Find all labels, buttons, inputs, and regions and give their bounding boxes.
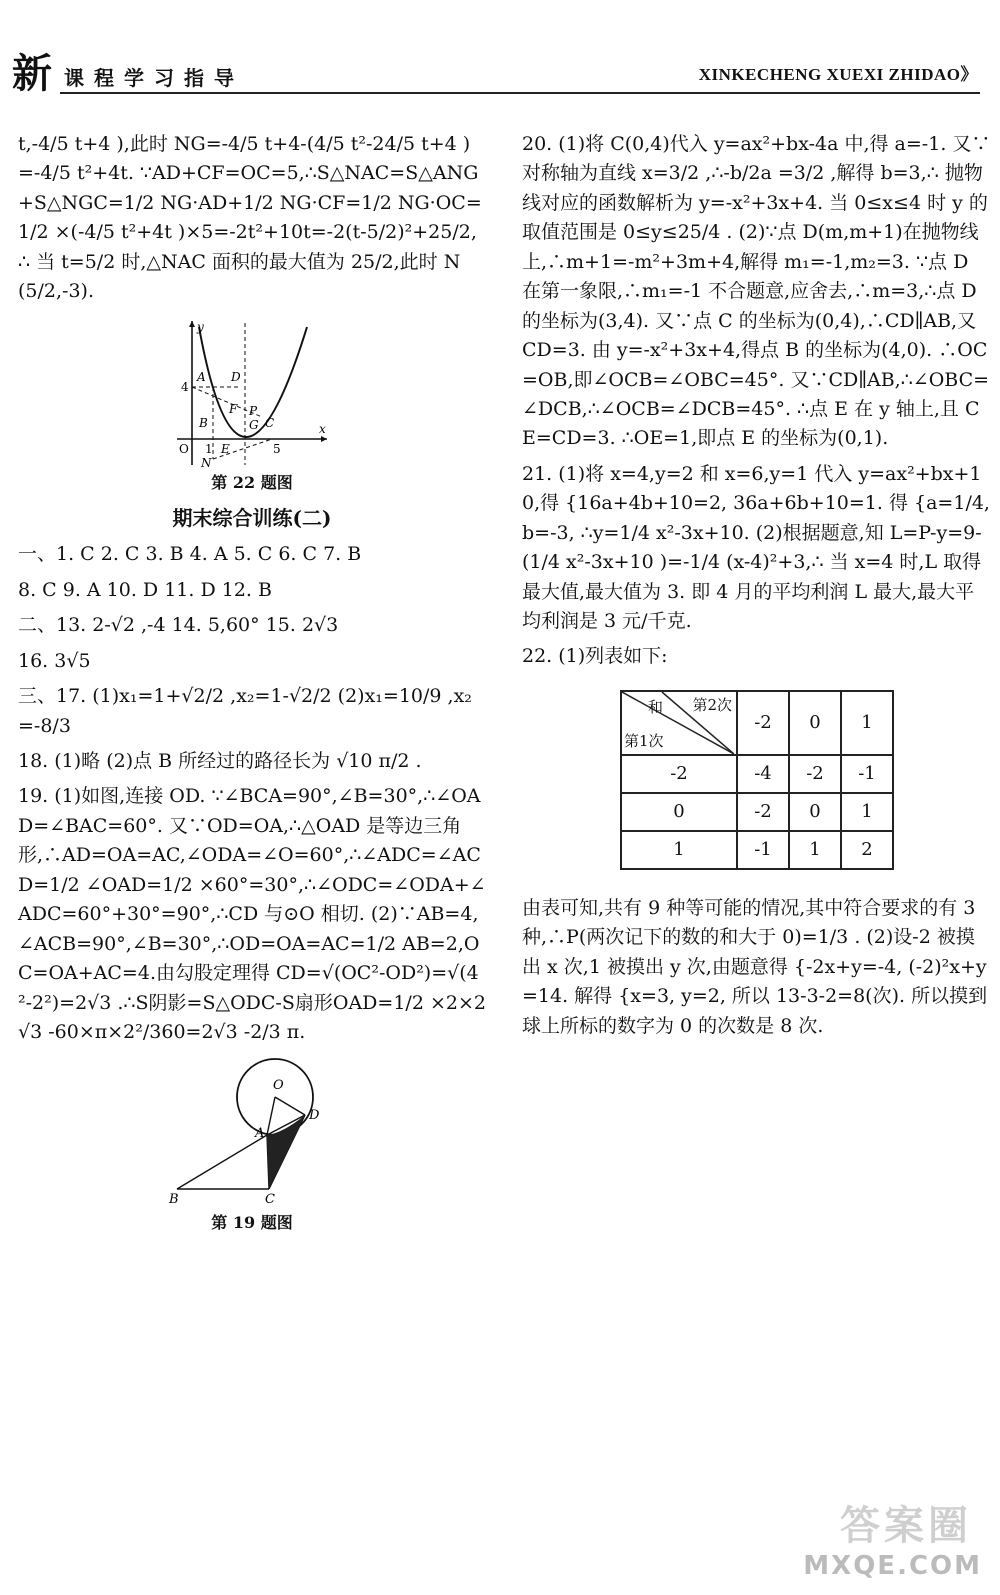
table-cell: -2 xyxy=(789,755,841,793)
fig22-label-e: E xyxy=(221,441,230,456)
table-row xyxy=(621,831,893,869)
fig22-label-5: 5 xyxy=(273,441,281,456)
table-cell: 2 xyxy=(841,831,893,869)
fig19-label-d: D xyxy=(309,1108,320,1124)
figure-22-caption: 第 22 题图 xyxy=(211,472,293,492)
page-header xyxy=(0,0,1000,110)
fig19-label-b: B xyxy=(169,1192,179,1208)
table-col-header: -2 xyxy=(737,691,789,755)
fig19-label-a: A xyxy=(255,1126,265,1142)
fig22-label-x: x xyxy=(319,421,326,436)
header-rule xyxy=(60,92,980,94)
fig22-label-f: F xyxy=(229,401,238,416)
table-cell: 1 xyxy=(841,793,893,831)
q22-rest-text: 由表可知,共有 9 种等可能的情况,其中符合要求的有 3 种,∴P(两次记下的数的和大于 0)=1/3 . (2)设-2 被摸出 x 次,1 被摸出 y 次,由题意得 {-2x+y=-4, (-2)²x+y=14. 解得 {x=3, y=2, 所以 13-3-2=8(次). 所以摸到球上所标的数字为 0 的次数是 8 次. xyxy=(522,896,988,1037)
fig19-label-c: C xyxy=(265,1192,275,1208)
table-corner-cell xyxy=(621,691,737,755)
table-col-header: 1 xyxy=(841,691,893,755)
table-cell: 0 xyxy=(789,793,841,831)
table-row-header: -2 xyxy=(621,755,737,793)
figure-19-diagram xyxy=(167,1057,337,1207)
fig22-label-g: G xyxy=(249,417,259,432)
fig22-label-a: A xyxy=(197,369,206,384)
table-corner-second: 第2次 xyxy=(692,695,732,714)
table-corner-first: 第1次 xyxy=(624,731,664,750)
figure-22-graph xyxy=(167,317,337,467)
header-logo: 新 xyxy=(12,50,52,97)
section-title: 期末综合训练(二) xyxy=(172,506,332,531)
fig19-label-o: O xyxy=(273,1078,284,1094)
table-cell: -1 xyxy=(737,831,789,869)
q19-solution-text: 19. (1)如图,连接 OD. ∵∠BCA=90°,∠B=30°,∴∠OAD=∠BAC=60°. 又∵OD=OA,∴△OAD 是等边三角形,∴AD=OA=AC,∠ODA=∠O=60°,∴∠ADC=∠ACD=1/2 ∠OAD=1/2 ×60°=30°,∴∠ODC=∠ODA+∠ADC=60°+30°=90°,∴CD 与⊙O 相切. (2)∵AB=4,∠ACB=90°,∠B=30°,∴OD=OA=AC=1/2 AB=2,OC=OA+AC=4.由勾股定理得 CD=√(OC²-OD²)=√(4²-2²)=2√3 .∴S阴影=S△ODC-S扇形OAD=1/2 ×2×2√3 -60×π×2²/360=2√3 -2/3 π. xyxy=(18,785,486,1043)
table-row-header: 0 xyxy=(621,793,737,831)
answer-line-1: 一、1. C 2. C 3. B 4. A 5. C 6. C 7. B xyxy=(18,543,362,566)
q21-solution-text: 21. (1)将 x=4,y=2 和 x=6,y=1 代入 y=ax²+bx+10,得 {16a+4b+10=2, 36a+6b+10=1. 得 {a=1/4, b=-3, ∴y=1/4 x²-3x+10. (2)根据题意,知 L=P-y=9-(1/4 x²-3x+10 )=-1/4 (x-4)²+3,∴ 当 x=4 时,L 取得最大值,最大值为 3. 即 4 月的平均利润 L 最大,最大平均利润是 3 元/千克. xyxy=(522,462,990,632)
header-english-title: XINKECHENG XUEXI ZHIDAO》 xyxy=(698,65,978,84)
table-cell: -1 xyxy=(841,755,893,793)
table-cell: -2 xyxy=(737,793,789,831)
fig22-label-b: B xyxy=(199,415,208,430)
header-title: 课程学习指导 xyxy=(64,66,244,90)
answer-line-2: 8. C 9. A 10. D 11. D 12. B xyxy=(18,578,272,601)
sum-table xyxy=(620,690,894,870)
left-column xyxy=(18,130,486,1244)
answer-line-6: 18. (1)略 (2)点 B 所经过的路径长为 √10 π/2 . xyxy=(18,750,422,773)
fig22-label-n: N xyxy=(201,455,212,467)
table-col-header: 0 xyxy=(789,691,841,755)
table-row-header: 1 xyxy=(621,831,737,869)
answer-line-3: 二、13. 2-√2 ,-4 14. 5,60° 15. 2√3 xyxy=(18,614,339,637)
table-cell: -4 xyxy=(737,755,789,793)
fig22-label-4: 4 xyxy=(181,379,189,394)
right-column xyxy=(522,130,992,1047)
fig22-label-p: P xyxy=(249,403,258,418)
fig22-label-d: D xyxy=(231,369,241,384)
table-row xyxy=(621,793,893,831)
watermark-url: MXQE.COM xyxy=(803,1551,982,1581)
table-cell: 1 xyxy=(789,831,841,869)
table-corner-sum: 和 xyxy=(648,697,664,716)
table-row xyxy=(621,755,893,793)
fig22-label-y: y xyxy=(197,319,204,334)
fig22-label-o: O xyxy=(179,441,189,456)
answer-line-5: 三、17. (1)x₁=1+√2/2 ,x₂=1-√2/2 (2)x₁=10/9 ,x₂=-8/3 xyxy=(18,685,472,737)
table-header-row xyxy=(621,691,893,755)
figure-19-caption: 第 19 题图 xyxy=(211,1213,293,1233)
watermark-logo-text: 答案圈 xyxy=(840,1502,972,1549)
q22-solution-text: t,-4/5 t+4 ),此时 NG=-4/5 t+4-(4/5 t²-24/5 t+4 )=-4/5 t²+4t. ∵AD+CF=OC=5,∴S△NAC=S△ANG+S△NGC=1/2 NG·AD+1/2 NG·CF=1/2 NG·OC=1/2 ×(-4/5 t²+4t )×5=-2t²+10t=-2(t-5/2)²+25/2,∴ 当 t=5/2 时,△NAC 面积的最大值为 25/2,此时 N(5/2,-3). xyxy=(18,133,482,303)
fig22-label-c: C xyxy=(265,415,275,430)
q20-solution-text: 20. (1)将 C(0,4)代入 y=ax²+bx-4a 中,得 a=-1. 又∵对称轴为直线 x=3/2 ,∴-b/2a =3/2 ,解得 b=3,∴ 抛物线对应的函数解析为 y=-x²+3x+4. 当 0≤x≤4 时 y 的取值范围是 0≤y≤25/4 . (2)∵点 D(m,m+1)在抛物线上,∴m+1=-m²+3m+4,解得 m₁=-1,m₂=3. ∵点 D 在第一象限,∴m₁=-1 不合题意,应舍去,∴m=3,∴点 D 的坐标为(3,4). 又∵点 C 的坐标为(0,4),∴CD∥AB,又 CD=3. 由 y=-x²+3x+4,得点 B 的坐标为(4,0). ∴OC=OB,即∠OCB=∠OBC=45°. 又∵CD∥AB,∴∠OBC=∠DCB,∴∠OCB=∠DCB=45°. ∴点 E 在 y 轴上,且 CE=CD=3. ∴OE=1,即点 E 的坐标为(0,1). xyxy=(522,133,991,450)
answer-line-4: 16. 3√5 xyxy=(18,649,91,672)
fig22-label-1: 1 xyxy=(205,441,213,456)
q22-intro-text: 22. (1)列表如下: xyxy=(522,645,668,668)
